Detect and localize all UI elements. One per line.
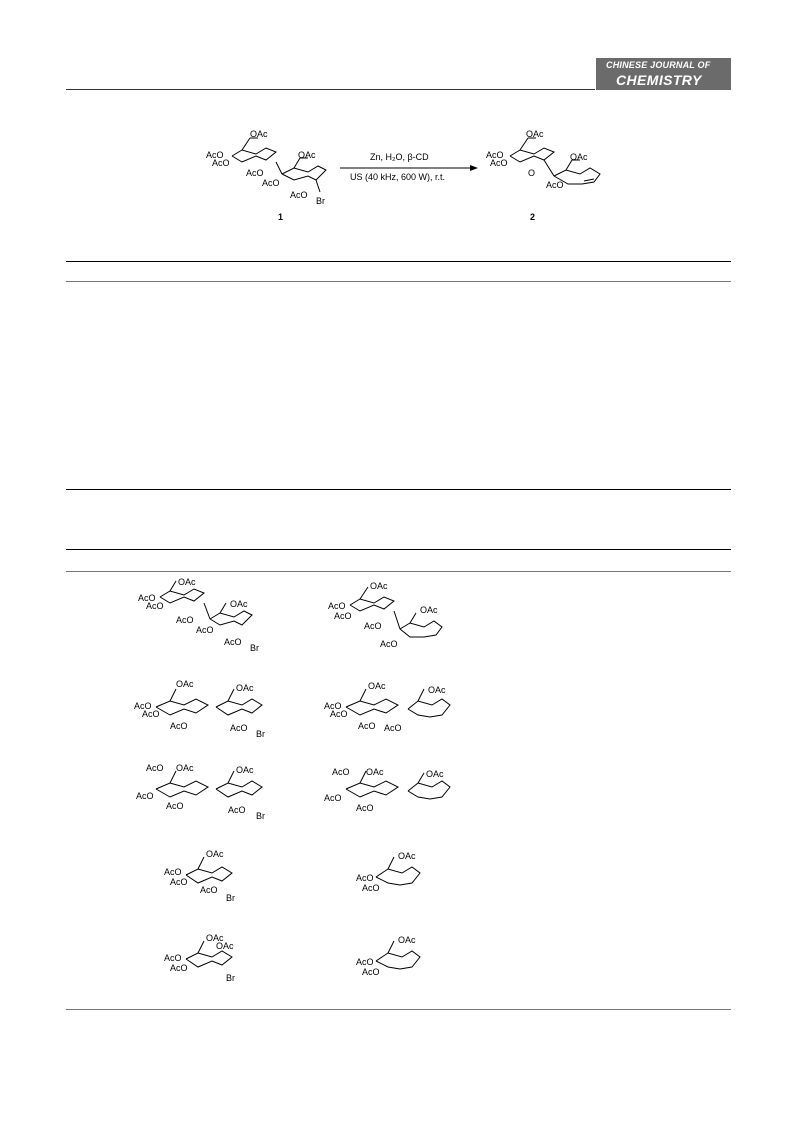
structure-label: OAc	[368, 681, 386, 691]
structure-label: AcO	[200, 885, 218, 895]
structure-label: OAc	[236, 683, 254, 693]
structure-label: AcO	[334, 611, 352, 621]
structure-label: OAc	[230, 599, 248, 609]
structure-label: OAc	[236, 765, 254, 775]
structure-label: AcO	[332, 767, 350, 777]
reactant-label: 1	[278, 212, 284, 222]
product-row-4	[376, 857, 420, 885]
structure-label: AcO	[146, 601, 164, 611]
journal-name-line2: CHEMISTRY	[616, 72, 702, 88]
structure-label: AcO	[328, 601, 346, 611]
structure-label: AcO	[166, 801, 184, 811]
structure-label: AcO	[358, 721, 376, 731]
o-label: O	[528, 168, 536, 178]
structure-label: OAc	[206, 933, 224, 943]
structure-label: Br	[250, 643, 259, 653]
structure-label: AcO	[362, 883, 380, 893]
journal-name-line1: CHINESE JOURNAL OF	[606, 60, 711, 70]
structure-label: Br	[256, 729, 265, 739]
structure-label: AcO	[230, 723, 248, 733]
structure-label: AcO	[176, 615, 194, 625]
product-label: 2	[530, 212, 536, 222]
aco-label: AcO	[212, 158, 230, 168]
structure-label: AcO	[224, 637, 242, 647]
table1-header-rule	[66, 281, 731, 282]
structure-label: AcO	[356, 803, 374, 813]
structure-label: AcO	[196, 625, 214, 635]
structure-label: OAc	[420, 605, 438, 615]
conditions-bottom: US (40 kHz, 600 W), r.t.	[350, 172, 446, 182]
oac-label: OAc	[570, 152, 588, 162]
aco-label: AcO	[490, 158, 508, 168]
oac-label: OAc	[250, 129, 268, 139]
structure-label: AcO	[136, 791, 154, 801]
structure-label: AcO	[324, 793, 342, 803]
structure-label: OAc	[398, 935, 416, 945]
structure-label: Br	[226, 893, 235, 903]
aco-label: AcO	[290, 190, 308, 200]
structure-label: AcO	[146, 763, 164, 773]
substrate-row-4	[186, 857, 232, 883]
structure-label: AcO	[384, 723, 402, 733]
structure-label: AcO	[164, 953, 182, 963]
conditions-top: Zn, H₂O, β-CD	[370, 152, 429, 162]
structure-label: AcO	[228, 805, 246, 815]
oac-label: OAc	[526, 129, 544, 139]
structure-label: AcO	[142, 709, 160, 719]
journal-badge	[596, 58, 731, 90]
aco-label: AcO	[206, 150, 224, 160]
structure-label: AcO	[380, 639, 398, 649]
aco-label: AcO	[262, 178, 280, 188]
table1-bottom-rule	[66, 489, 731, 490]
structure-label: AcO	[170, 877, 188, 887]
structure-label: OAc	[178, 577, 196, 587]
structure-label: OAc	[370, 581, 388, 591]
structure-label: AcO	[138, 593, 156, 603]
structure-label: AcO	[362, 967, 380, 977]
structure-label: AcO	[330, 709, 348, 719]
product-structures	[310, 575, 470, 995]
table1-top-rule	[66, 261, 731, 262]
aco-label: AcO	[546, 180, 564, 190]
structure-label: Br	[256, 811, 265, 821]
structure-label: OAc	[176, 679, 194, 689]
structure-label: OAc	[216, 941, 234, 951]
oac-label: OAc	[298, 150, 316, 160]
structure-label: AcO	[356, 957, 374, 967]
structure-label: OAc	[176, 763, 194, 773]
aco-label: AcO	[486, 150, 504, 160]
structure-label: AcO	[170, 721, 188, 731]
table2-bottom-rule	[66, 1009, 731, 1010]
structure-label: AcO	[164, 867, 182, 877]
structure-label: AcO	[364, 621, 382, 631]
table2-top-rule	[66, 549, 731, 550]
structure-label: AcO	[324, 701, 342, 711]
structure-label: Br	[226, 973, 235, 983]
structure-label: AcO	[356, 873, 374, 883]
structure-label: OAc	[426, 769, 444, 779]
product-row-5	[376, 941, 420, 969]
structure-label: OAc	[398, 851, 416, 861]
structure-label: AcO	[170, 963, 188, 973]
header-rule	[66, 89, 595, 90]
table2-header-rule	[66, 571, 731, 572]
structure-label: OAc	[206, 849, 224, 859]
structure-label: OAc	[366, 767, 384, 777]
structure-label: OAc	[428, 685, 446, 695]
substrate-structures	[120, 575, 280, 995]
aco-label: AcO	[246, 168, 264, 178]
br-label: Br	[316, 196, 325, 206]
structure-label: AcO	[134, 701, 152, 711]
reaction-scheme	[190, 118, 610, 228]
